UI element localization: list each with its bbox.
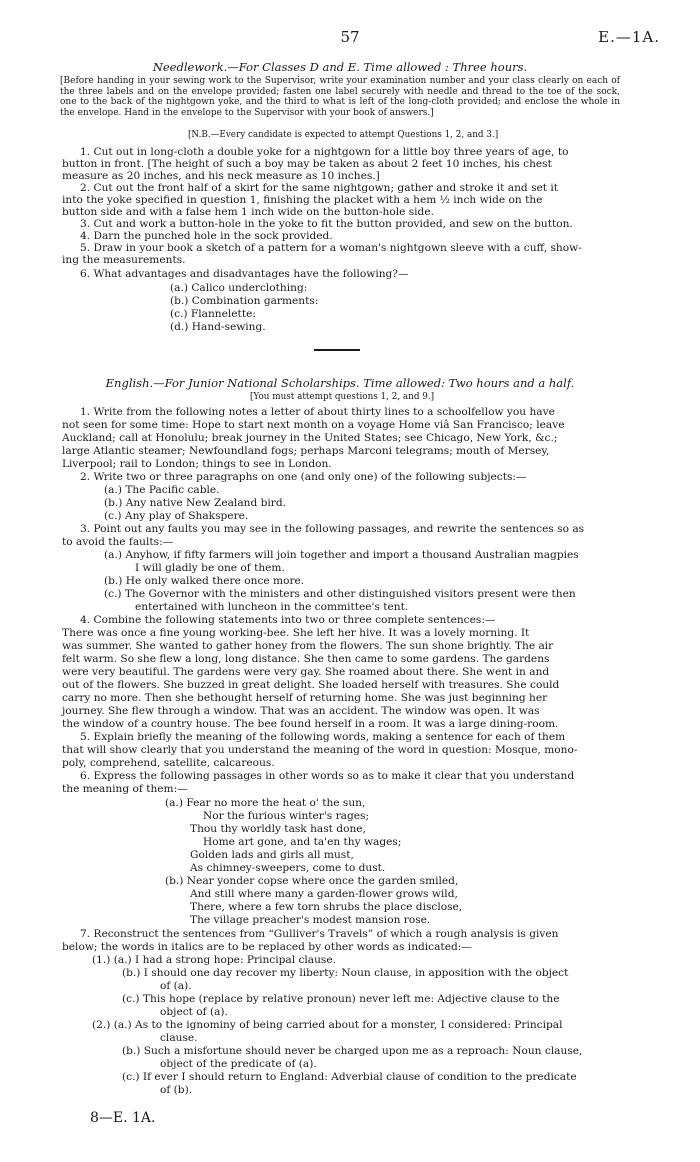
en-line: Nor the furious winter's rages; xyxy=(203,810,370,822)
nw-line: (b.) Combination garments: xyxy=(170,295,319,307)
en-line: the meaning of them:— xyxy=(62,783,188,795)
nw-line: ing the measurements. xyxy=(62,254,186,266)
nw-line: 6. What advantages and disadvantages have the following?— xyxy=(80,268,409,280)
nw-line: 1. Cut out in long-cloth a double yoke for a nightgown for a little boy three years of age, to xyxy=(80,146,569,158)
en-line: (2.) (a.) As to the ignominy of being carried about for a monster, I considered: Principal xyxy=(92,1019,563,1031)
nw-line: 4. Darn the punched hole in the sock provided. xyxy=(80,230,333,242)
en-line: out of the flowers. She buzzed in great delight. She loaded herself with treasures. She could xyxy=(62,679,560,691)
en-line: journey. She flew through a window. That was an accident. The window was open. It was xyxy=(62,705,540,717)
en-line: large Atlantic steamer; Newfoundland fogs; perhaps Marconi telegrams; mouth of Mersey, xyxy=(62,445,550,457)
en-line: that will show clearly that you understand the meaning of the word in question: Mosque, mono- xyxy=(62,744,578,756)
en-line: felt warm. So she flew a long, long distance. She then came to some gardens. The gardens xyxy=(62,653,550,665)
en-line: 5. Explain briefly the meaning of the following words, making a sentence for each of them xyxy=(80,731,566,743)
en-line: of (a). xyxy=(160,980,192,992)
page-number: 57 xyxy=(340,28,360,46)
en-line: The village preacher's modest mansion rose. xyxy=(190,914,431,926)
en-line: Auckland; call at Honolulu; break journey in the United States; see Chicago, New York, &c.; xyxy=(62,432,558,444)
nw-line: 2. Cut out the front half of a skirt for the same nightgown; gather and stroke it and set it xyxy=(80,182,559,194)
en-line: There, where a few torn shrubs the place disclose, xyxy=(190,901,463,913)
nw-line: button side and with a false hem 1 inch wide on the button-hole side. xyxy=(62,206,434,218)
en-line: object of the predicate of (a). xyxy=(160,1058,317,1070)
en-line: Home art gone, and ta'en thy wages; xyxy=(203,836,402,848)
en-line: clause. xyxy=(160,1032,198,1044)
en-line: I will gladly be one of them. xyxy=(135,562,285,574)
nw-line: button in front. [The height of such a boy may be taken as about 2 feet 10 inches, his chest xyxy=(62,158,552,170)
en-line: 2. Write two or three paragraphs on one (and only one) of the following subjects:— xyxy=(80,471,527,483)
en-line: of (b). xyxy=(160,1084,193,1096)
en-line: 1. Write from the following notes a letter of about thirty lines to a schoolfellow you have xyxy=(80,406,555,418)
nw-line: measure as 20 inches, and his neck measure as 10 inches.] xyxy=(62,170,380,182)
en-line: And still where many a garden-flower grows wild, xyxy=(190,888,458,900)
en-line: (c.) If ever I should return to England: Adverbial clause of condition to the predicate xyxy=(122,1071,577,1083)
section-divider xyxy=(314,349,360,351)
en-line: Golden lads and girls all must, xyxy=(190,849,354,861)
en-line: 7. Reconstruct the sentences from “Gulliver's Travels” of which a rough analysis is given xyxy=(80,928,559,940)
page-signature: 8—E. 1A. xyxy=(90,1110,156,1126)
nw-line: (d.) Hand-sewing. xyxy=(170,321,266,333)
nw-line: 3. Cut and work a button-hole in the yoke to fit the button provided, and sew on the button. xyxy=(80,218,573,230)
en-line: (a.) Anyhow, if fifty farmers will join together and import a thousand Australian magpies xyxy=(104,549,579,561)
en-line: carry no more. Then she bethought herself of returning home. She was just beginning her xyxy=(62,692,548,704)
en-line: (c.) Any play of Shakspere. xyxy=(104,510,249,522)
en-line: (b.) He only walked there once more. xyxy=(104,575,305,587)
en-line: to avoid the faults:— xyxy=(62,536,174,548)
en-line: the window of a country house. The bee found herself in a room. It was a large dining-room. xyxy=(62,718,559,730)
en-line: object of (a). xyxy=(160,1006,228,1018)
en-line: 4. Combine the following statements into two or three complete sentences:— xyxy=(80,614,496,626)
en-line: was summer. She wanted to gather honey from the flowers. The sun shone brightly. The air xyxy=(62,640,554,652)
english-note: [You must attempt questions 1, 2, and 9.] xyxy=(250,392,435,402)
en-line: were very beautiful. The gardens were very gay. She roamed about there. She went in and xyxy=(62,666,550,678)
needlework-nb: [N.B.—Every candidate is expected to attempt Questions 1, 2, and 3.] xyxy=(188,130,499,140)
nw-line: (a.) Calico underclothing: xyxy=(170,282,308,294)
en-line: entertained with luncheon in the committee's tent. xyxy=(135,601,409,613)
en-line: poly, comprehend, satellite, calcareous. xyxy=(62,757,275,769)
nw-line: (c.) Flannelette: xyxy=(170,308,256,320)
en-line: Thou thy worldly task hast done, xyxy=(190,823,366,835)
needlework-title: Needlework.—For Classes D and E. Time allowed : Three hours. xyxy=(152,60,528,74)
en-line: (b.) Such a misfortune should never be charged upon me as a reproach: Noun clause, xyxy=(122,1045,583,1057)
en-line: Liverpool; rail to London; things to see in London. xyxy=(62,458,332,470)
document-reference: E.—1A. xyxy=(598,28,660,46)
nw-line: into the yoke specified in question 1, finishing the placket with a hem ½ inch wide on the xyxy=(62,194,543,206)
en-line: (b.) I should one day recover my liberty: Noun clause, in apposition with the object xyxy=(122,967,569,979)
english-title: English.—For Junior National Scholarships. Time allowed: Two hours and a half. xyxy=(105,376,575,390)
en-line: There was once a fine young working-bee. She left her hive. It was a lovely morning. It xyxy=(62,627,530,639)
en-line: 3. Point out any faults you may see in the following passages, and rewrite the sentences so as xyxy=(80,523,585,535)
en-line: (a.) The Pacific cable. xyxy=(104,484,220,496)
en-line: (c.) This hope (replace by relative pronoun) never left me: Adjective clause to the xyxy=(122,993,560,1005)
en-line: (c.) The Governor with the ministers and other distinguished visitors present were then xyxy=(104,588,576,600)
en-line: (a.) Fear no more the heat o' the sun, xyxy=(165,797,366,809)
en-line: not seen for some time: Hope to start next month on a voyage Home viâ San Francisco; leave xyxy=(62,419,565,431)
nw-line: 5. Draw in your book a sketch of a pattern for a woman's nightgown sleeve with a cuff, show- xyxy=(80,242,582,254)
en-line: (b.) Near yonder copse where once the garden smiled, xyxy=(165,875,459,887)
needlework-instructions: [Before handing in your sewing work to the Supervisor, write your examination number and your class clearly on each of the three labels and on the envelope provided; fasten one label securely with needle and thread to the toe of the sock, one to the back of the nightgown yoke, and the third to what is left of the long-cloth provided; and enclose the whole in the envelope. Hand in the envelope to the Supervisor with your book of answers.] xyxy=(60,76,620,118)
en-line: (1.) (a.) I had a strong hope: Principal clause. xyxy=(92,954,336,966)
en-line: (b.) Any native New Zealand bird. xyxy=(104,497,286,509)
en-line: below; the words in italics are to be replaced by other words as indicated:— xyxy=(62,941,472,953)
en-line: 6. Express the following passages in other words so as to make it clear that you understand xyxy=(80,770,575,782)
en-line: As chimney-sweepers, come to dust. xyxy=(190,862,386,874)
